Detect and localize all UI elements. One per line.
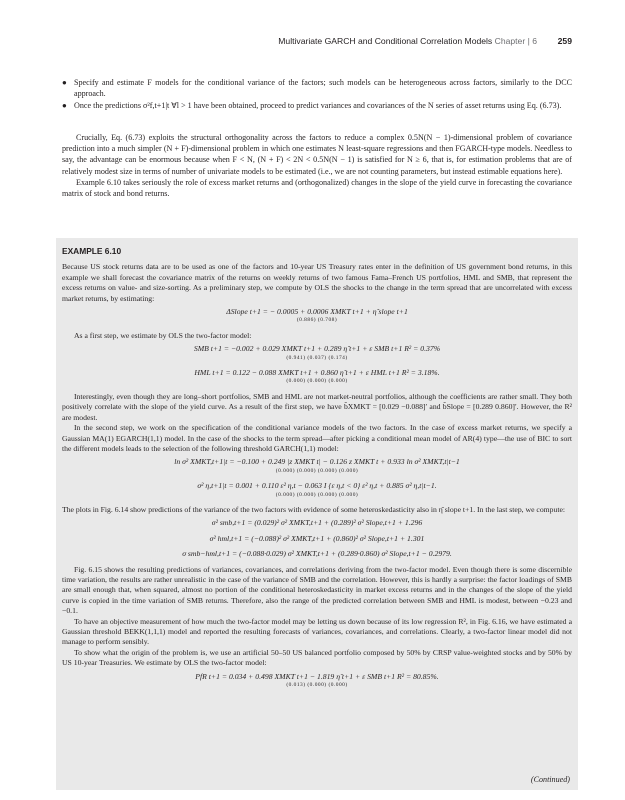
paragraph: Fig. 6.15 shows the resulting predictions of variances, covariances, and correlations deriving from the two-factor model. Even though there is some discernible time variation, the results are rather unrealistic in the case of the variance of SMB and the correlation. However, this is hardly a surprise: the factor loadings of SMB are small enough that, when squared, almost no portion of the conditional heteroskedasticity in market excess returns and in the changes of the slope of the yield curve is copied in the time variation of SMB returns. Therefore, also the range of the predicted correlation between SMB and HML is modest, between −0.23 and −0.1. xyxy=(62,564,572,616)
standard-errors: (0.000) (0.000) (0.000) (0.000) xyxy=(275,491,359,498)
running-header xyxy=(0,36,625,50)
standard-errors: (0.000) (0.000) (0.000) xyxy=(286,378,348,385)
standard-errors: (0.013) (0.000) (0.000) xyxy=(286,682,348,689)
equation: HML t+1 = 0.122 − 0.088 XMKT t+1 + 0.860 η̂ t+1 + ε HML t+1 R² = 3.18%. (0.000) (0.000) (0.000) xyxy=(62,368,572,387)
list-item: ● Once the predictions σ²f,t+1|t ∀l > 1 have been obtained, proceed to predict variances and covariances of the N series of asset returns using Eq. (6.73). xyxy=(62,101,562,111)
bullet-list xyxy=(62,77,572,113)
standard-errors: (0.000) (0.000) (0.000) (0.000) xyxy=(275,467,359,474)
example-box xyxy=(56,238,578,790)
running-header-title: Multivariate GARCH and Conditional Correlation Models Chapter | 6 xyxy=(278,36,537,46)
chapter-label: Chapter | 6 xyxy=(494,36,537,46)
page-number: 259 xyxy=(557,36,572,46)
paragraph: In the second step, we work on the specification of the conditional variance models of the two factors. In the case of excess market returns, we specify a Gaussian MA(1) EGARCH(1,1) model. In the case of the shocks to the term spread—after picking a conditional mean model of AR(4) type—the use of BIC to sort the different models leads to the selection of the following threshold GARCH(1,1) model: xyxy=(62,423,572,453)
paragraph: To show what the origin of the problem is, we use an artificial 50–50 US balanced portfolio composed by 50% by CRSP value-weighted stocks and by 50% by US 10-year Treasuries. We estimate by OLS the two-factor model: xyxy=(62,647,572,668)
paragraph: Because US stock returns data are to be used as one of the factors and 10-year US Treasury rates enter in the definition of US government bond returns, in this example we shall forecast the covariance matrix of the returns on weekly returns of two famous Fama–French US portfolios, HML and SMB, that represent the excess returns on value- and size-sorting. As a preliminary step, we compute by OLS the shocks to the change in the term spread that are uncorrelated with excess market returns, by estimating: xyxy=(62,262,572,303)
example-title: EXAMPLE 6.10 xyxy=(62,246,122,256)
paragraph: As a first step, we estimate by OLS the two-factor model: xyxy=(74,330,252,340)
equation: ln σ² XMKT,t+1|t = −0.100 + 0.249 |z XMKT t| − 0.126 z XMKT t + 0.933 ln σ² XMKT,t|t−1 (0.000) (0.000) (0.000) (0.000) xyxy=(62,457,572,476)
standard-errors: (0.941) (0.037) (0.174) xyxy=(286,354,348,361)
paragraph: Crucially, Eq. (6.73) exploits the structural orthogonality across the factors to reduce a complex 0.5N(N − 1)-dimensional problem of covariance prediction into a much simpler (N + F)-dimensional problem in which one estimates N least-square regressions and then FGARCH-type models. Needless to say, the advantage can be enormous because when F < N, (N + F) < 2N < 0.5N(N − 1) is satisfied for N ≥ 6, that is, for estimation problems that are of relatively modest size in terms of number of univariate models to be estimated (i.e., we are not counting parameters, but instead estimable equations here). xyxy=(62,133,572,176)
list-item: ● Specify and estimate F models for the conditional variance of the factors; such models can be heterogeneous across factors, similarly to the DCC approach. xyxy=(62,78,572,99)
paragraph: The plots in Fig. 6.14 show predictions of the variance of the two factors with evidence of some heteroskedasticity also in η̂ slope t+1. In the last step, we compute: xyxy=(62,504,566,514)
standard-errors: (0.886) (0.708) xyxy=(296,317,338,324)
paragraph: Interestingly, even though they are long–short portfolios, SMB and HML are not market-neutral portfolios, although the coefficients are rather small. They both positively correlate with the slope of the yield curve. As a result of the first step, we have b̂XMKT = [0.029 −0.088]′ and b̂Slope = [0.289 0.860]′. However, the R² are modest. xyxy=(62,391,572,422)
equation: ΔSlope t+1 = − 0.0005 + 0.0006 XMKT t+1 + η̂ slope t+1 (0.886) (0.708) xyxy=(62,307,572,326)
continued-label: (Continued) xyxy=(530,775,570,784)
paragraph: Example 6.10 takes seriously the role of excess market returns and (orthogonalized) changes in the slope of the yield curve in forecasting the covariance matrix of stock and bond returns. xyxy=(62,177,572,199)
equation: σ smb−hml,t+1 = (−0.088·0.029) σ² XMKT,t+1 + (0.289·0.860) σ² Slope,t+1 − 0.2979. xyxy=(182,549,452,559)
paragraph: To have an objective measurement of how much the two-factor model may be letting us down because of its low regression R², in Fig. 6.16, we have estimated a Gaussian threshold BEKK(1,1,1) model and reported the resulting forecasts of variances, covariances, and correlations. Clearly, a two-factor linear model did not manage to perform sensibly. xyxy=(62,616,572,647)
equation: PfR t+1 = 0.034 + 0.498 XMKT t+1 − 1.819 η̂ t+1 + ε SMB t+1 R² = 80.85%. (0.013) (0.000) (0.000) xyxy=(62,672,572,691)
equation: σ² smb,t+1 = (0.029)² σ² XMKT,t+1 + (0.289)² σ² Slope,t+1 + 1.296 xyxy=(211,518,423,528)
body-text xyxy=(62,132,572,199)
equation: σ² η,t+1|t = 0.001 + 0.110 ε² η,t − 0.063 I {ε η,t < 0} ε² η,t + 0.885 σ² η,t|t−1. (0.000) (0.000) (0.000) (0.000) xyxy=(62,481,572,500)
equation: σ² hml,t+1 = (−0.088)² σ² XMKT,t+1 + (0.860)² σ² Slope,t+1 + 1.301 xyxy=(209,533,425,543)
equation: SMB t+1 = −0.002 + 0.029 XMKT t+1 + 0.289 η̂ t+1 + ε SMB t+1 R² = 0.37% (0.941) (0.037) (0.174) xyxy=(62,344,572,363)
